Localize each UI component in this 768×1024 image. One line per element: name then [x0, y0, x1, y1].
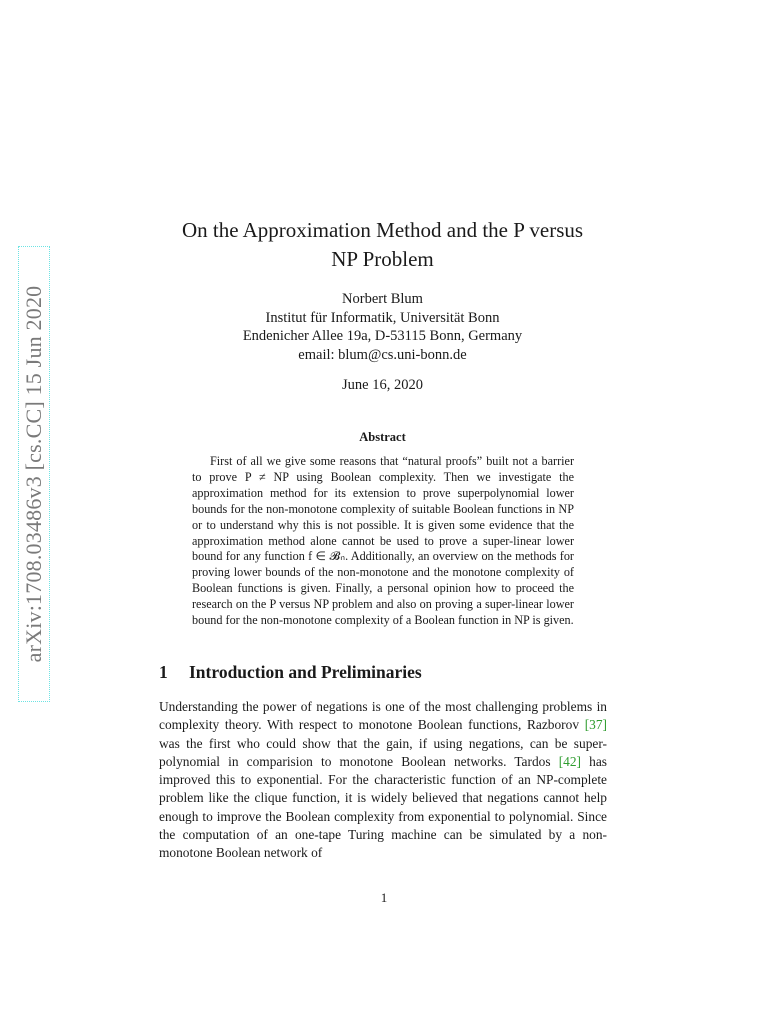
paper-title — [150, 216, 615, 274]
citation-link-42[interactable]: [42] — [558, 753, 582, 769]
author-name: Norbert Blum — [342, 291, 423, 307]
title-line-2: NP Problem — [331, 247, 434, 271]
author-affiliation: Institut für Informatik, Universität Bonn — [265, 309, 500, 326]
intro-text-part-3: has improved this to exponential. For the characteristic function of an NP-complete problem like the clique function, it is widely believed that negations cannot help enough to improve the Boolean complexity from exponential to polynomial. Since the computation of an one-tape Turing machine can be simulated by a non-monotone Boolean network of — [159, 753, 607, 861]
author-address: Endenicher Allee 19a, D-53115 Bonn, Germany — [242, 328, 523, 344]
section-heading — [159, 662, 422, 683]
section-title: Introduction and Preliminaries — [189, 662, 422, 682]
arxiv-identifier-stamp — [18, 246, 50, 702]
intro-text-part-2: was the first who could show that the gain, if using negations, can be super-polynomial in comparision to monotone Boolean networks. Tardos — [159, 735, 607, 769]
title-line-1: On the Approximation Method and the P versus — [181, 218, 584, 242]
citation-link-37[interactable]: [37] — [584, 717, 607, 733]
arxiv-identifier: arXiv:1708.03486v3 [cs.CC] 15 Jun 2020 — [21, 285, 46, 663]
abstract-heading: Abstract — [359, 430, 406, 444]
author-email: email: blum@cs.uni-bonn.de — [298, 346, 467, 363]
section-number: 1 — [159, 662, 168, 682]
author-block — [150, 290, 615, 364]
abstract-text: First of all we give some reasons that “natural proofs” built not a barrier to prove P ≠ NP using Boolean complexity. Then we investigate the approximation method for its extension to prove superpolynomial lower bounds for the non-monotone complexity of suitable Boolean functions in NP or to understand why this is not possible. It is given some evidence that the approximation method alone cannot be used to prove a super-linear lower bound for any function f ∈ 𝓑ₙ. Additionally, an overview on the methods for proving lower bounds of the non-monotone and the monotone complexity of Boolean functions is given. Finally, a personal opinion how to proceed the research on the P versus NP problem and also on proving a super-linear lower bound for the non-monotone complexity of a Boolean function in NP is given. — [192, 454, 574, 628]
page-number: 1 — [380, 890, 388, 905]
intro-text-part-1: Understanding the power of negations is one of the most challenging problems in complexity theory. With respect to monotone Boolean functions, Razborov — [159, 699, 607, 733]
paper-date: June 16, 2020 — [342, 377, 423, 393]
intro-paragraph — [159, 698, 607, 863]
